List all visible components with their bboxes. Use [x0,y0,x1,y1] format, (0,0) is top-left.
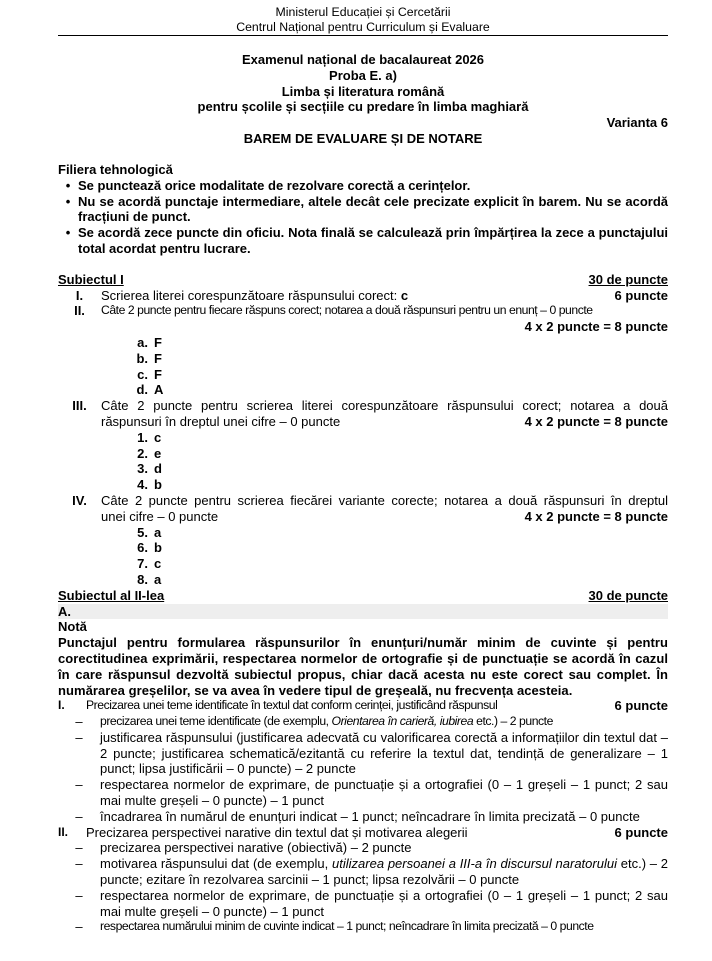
item-text [101,288,408,304]
item-text-prefix: Scrierea literei corespunzătoare răspunsului corect: [101,287,401,303]
subject-1-points: 30 de puncte [588,271,668,287]
item-text: unei cifre – 0 puncte [101,508,219,524]
criterion-text: respectarea normelor de exprimare, de punctuație și a ortografiei (0 – 1 greșeli – 1 punct; 2 sau mai multe greșeli – 0 puncte) – 1 punct [100,777,668,809]
criterion-item [58,809,668,825]
note-text: Punctajul pentru formularea răspunsurilor în enunțuri/număr minim de cuvinte și pentru corectitudinea exprimării, respectarea normelor de ortografie și de punctuație se acordă în cazul în care răspunsul dezvoltă subiectul propus, chiar dacă acesta nu este corect sau complet. În numărarea greșelilor, se va avea în vedere tipul de greșeală, nu frecvența acesteia. [58,635,668,698]
answer-value: b [154,477,162,493]
answer-key: c. [137,366,148,382]
answer-key: 3. [137,461,148,477]
criterion-text: încadrarea în numărul de enunțuri indicat – 1 punct; neîncadrare în limita precizată – 0 puncte [100,808,640,824]
bullet-icon: • [65,177,71,193]
dash-marker: – [75,856,83,872]
answer-key: 2. [137,445,148,461]
answer-key: a. [137,334,148,350]
rule-text: Se punctează orice modalitate de rezolvare corectă a cerințelor. [78,177,471,193]
answer-value: c [154,556,162,572]
answer-row [126,382,668,398]
item-number: IV. [72,492,87,508]
criterion-item [58,840,668,856]
exam-title-line: Limba și literatura română [281,83,445,99]
dash-marker: – [75,808,83,824]
item-text: Precizarea unei teme identificate în textul dat conform cerinței, justificând răspunsul [86,698,498,713]
answer-row [126,446,668,462]
item-line [86,698,668,714]
criterion-item [58,777,668,809]
rule-text: Nu se acordă punctaje intermediare, altele decât cele precizate explicit în barem. Nu se acordă fracțiuni de punct. [78,193,668,225]
dash-marker: – [75,729,83,745]
item-line [101,414,668,430]
criterion-item [58,919,668,935]
item-II [58,303,668,335]
item-text: Câte 2 puncte pentru scrierea literei corespunzătoare răspunsului corect; notarea a două [101,398,668,414]
dash-marker: – [75,887,83,903]
answer-list [58,430,668,493]
variant-label: Varianta 6 [606,115,668,130]
criterion-text: respectarea normelor de exprimare, de punctuație și a ortografiei (0 – 1 greșeli – 1 punct; 2 sau mai multe greșeli – 0 puncte) – 1 punct [100,887,668,919]
answer-row [126,351,668,367]
item-text: răspunsuri în dreptul unei cifre – 0 puncte [101,413,341,429]
bullet-icon: • [65,193,71,209]
subject-2-title: Subiectul al II-lea [58,587,165,603]
answer-key: 1. [137,429,148,445]
subject-2-item-I [58,698,668,714]
answer-value: A [154,382,164,398]
criterion-text [100,714,668,730]
item-points: 4 x 2 puncte = 8 puncte [524,319,668,335]
item-number: I. [58,698,65,713]
item-IV [58,493,668,525]
subject-1-heading [58,272,668,288]
section-label: A. [58,604,668,620]
subject-1-title: Subiectul I [58,271,124,287]
rule-item [58,225,668,257]
subject-2-points: 30 de puncte [588,587,668,603]
criterion-text: justificarea răspunsului (justificarea adecvată cu valorificarea corectă a informațiilor din textul dat – 2 puncte; justificarea schematică/ezitantă cu referire la textul dat, tendință de generalizare – 1 punct; lipsa justificării – 0 puncte) – 2 puncte [100,729,668,777]
item-text: Câte 2 puncte pentru fiecare răspuns corect; notarea a două răspunsuri pentru un enunț – 0 puncte [101,303,593,318]
item-number: II. [58,824,69,839]
item-line [101,509,668,525]
rule-item [58,178,668,194]
document-body [58,162,668,935]
answer-value: a [154,524,162,540]
ministry-name: Ministerul Educației și Cercetării [275,5,451,19]
answer-value: F [154,334,162,350]
spacer [58,257,668,272]
center-name: Centrul Național pentru Curriculum și Evaluare [236,19,490,34]
item-points: 4 x 2 puncte = 8 puncte [524,508,668,524]
answer-row [126,556,668,572]
criterion-text: respectarea numărului minim de cuvinte indicat – 1 punct; neîncadrare în limita precizată – 0 puncte [100,919,594,934]
item-body [101,303,668,335]
criterion-text: precizarea perspectivei narative (obiectivă) – 2 puncte [100,840,412,856]
item-number: I. [75,287,84,303]
answer-row [126,572,668,588]
criterion-text-part: etc.) – 2 puncte [473,714,553,729]
dash-marker: – [75,777,83,793]
rule-text: Se acordă zece puncte din oficiu. Nota finală se calculează prin împărțirea la zece a punctajului total acordat pentru lucrare. [78,225,668,256]
answer-key: 7. [137,556,148,572]
answer-list [58,335,668,398]
answer-row [126,461,668,477]
criterion-text-part: motivarea răspunsului dat (de exemplu, [100,856,333,872]
criterion-text [100,856,668,888]
answer-row [126,477,668,493]
answer-value: d [154,461,162,477]
answer-value: F [154,366,162,382]
barem-title: BAREM DE EVALUARE ȘI DE NOTARE [243,131,483,146]
subject-2-item-II [58,825,668,841]
item-I [58,288,668,304]
answer-row [126,367,668,383]
criterion-text-part: precizarea unei teme identificate (de exemplu, [100,714,332,729]
answer-key: b. [136,350,148,366]
criterion-item [58,730,668,777]
item-III [58,398,668,430]
subject-2-heading [58,588,668,604]
answer-value: a [154,571,162,587]
answer-row [126,430,668,446]
answer-value: F [154,350,162,366]
answer-value: e [154,445,162,461]
filiera-label: Filiera tehnologică [58,162,173,177]
criterion-text-italic: utilizarea persoanei a III-a în discursul naratorului [332,856,617,872]
answer-row [126,540,668,556]
exam-title-line: pentru școlile și secțiile cu predare în limba maghiară [197,99,529,115]
item-answer: c [400,287,409,303]
answer-key: 5. [137,524,148,540]
criterion-item [58,714,668,730]
item-points: 6 puncte [614,287,668,303]
dash-marker: – [75,919,83,935]
answer-value: c [154,429,162,445]
item-points: 4 x 2 puncte = 8 puncte [524,413,668,429]
item-points: 6 puncte [614,698,668,714]
answer-key: 8. [137,571,148,587]
criterion-item [58,856,668,888]
answer-row [126,335,668,351]
exam-title-line: Proba E. a) [329,67,397,83]
criterion-text-italic: Orientarea în carieră, iubirea [331,714,474,729]
rule-item [58,194,668,226]
exam-title [58,52,668,115]
answer-list [58,525,668,588]
item-body [101,493,668,525]
answer-row [126,525,668,541]
item-number: III. [72,398,87,414]
note-title: Notă [58,619,87,635]
answer-value: b [154,540,162,556]
header-divider [58,35,668,36]
item-body [101,398,668,430]
item-line [101,288,668,304]
criterion-item [58,888,668,920]
item-text: Precizarea perspectivei narative din textul dat și motivarea alegerii [86,824,468,840]
dash-marker: – [75,840,83,856]
item-text: Câte 2 puncte pentru scrierea fiecărei variante corecte; notarea a două răspunsuri în dreptul [101,492,668,508]
item-points: 6 puncte [614,824,668,840]
document-header [58,5,668,34]
answer-key: d. [136,382,148,398]
dash-marker: – [75,714,83,730]
criterion-text-part: etc.) – 2 puncte; ezitare în rezolvarea sarcinii – 1 punct; lipsa rezolvării – 0 puncte [100,856,669,888]
answer-key: 4. [137,477,148,493]
item-line [86,825,668,841]
item-number: II. [74,303,85,319]
exam-title-line: Examenul național de bacalaureat 2026 [241,52,485,67]
answer-key: 6. [137,540,148,556]
bullet-icon: • [65,225,71,241]
